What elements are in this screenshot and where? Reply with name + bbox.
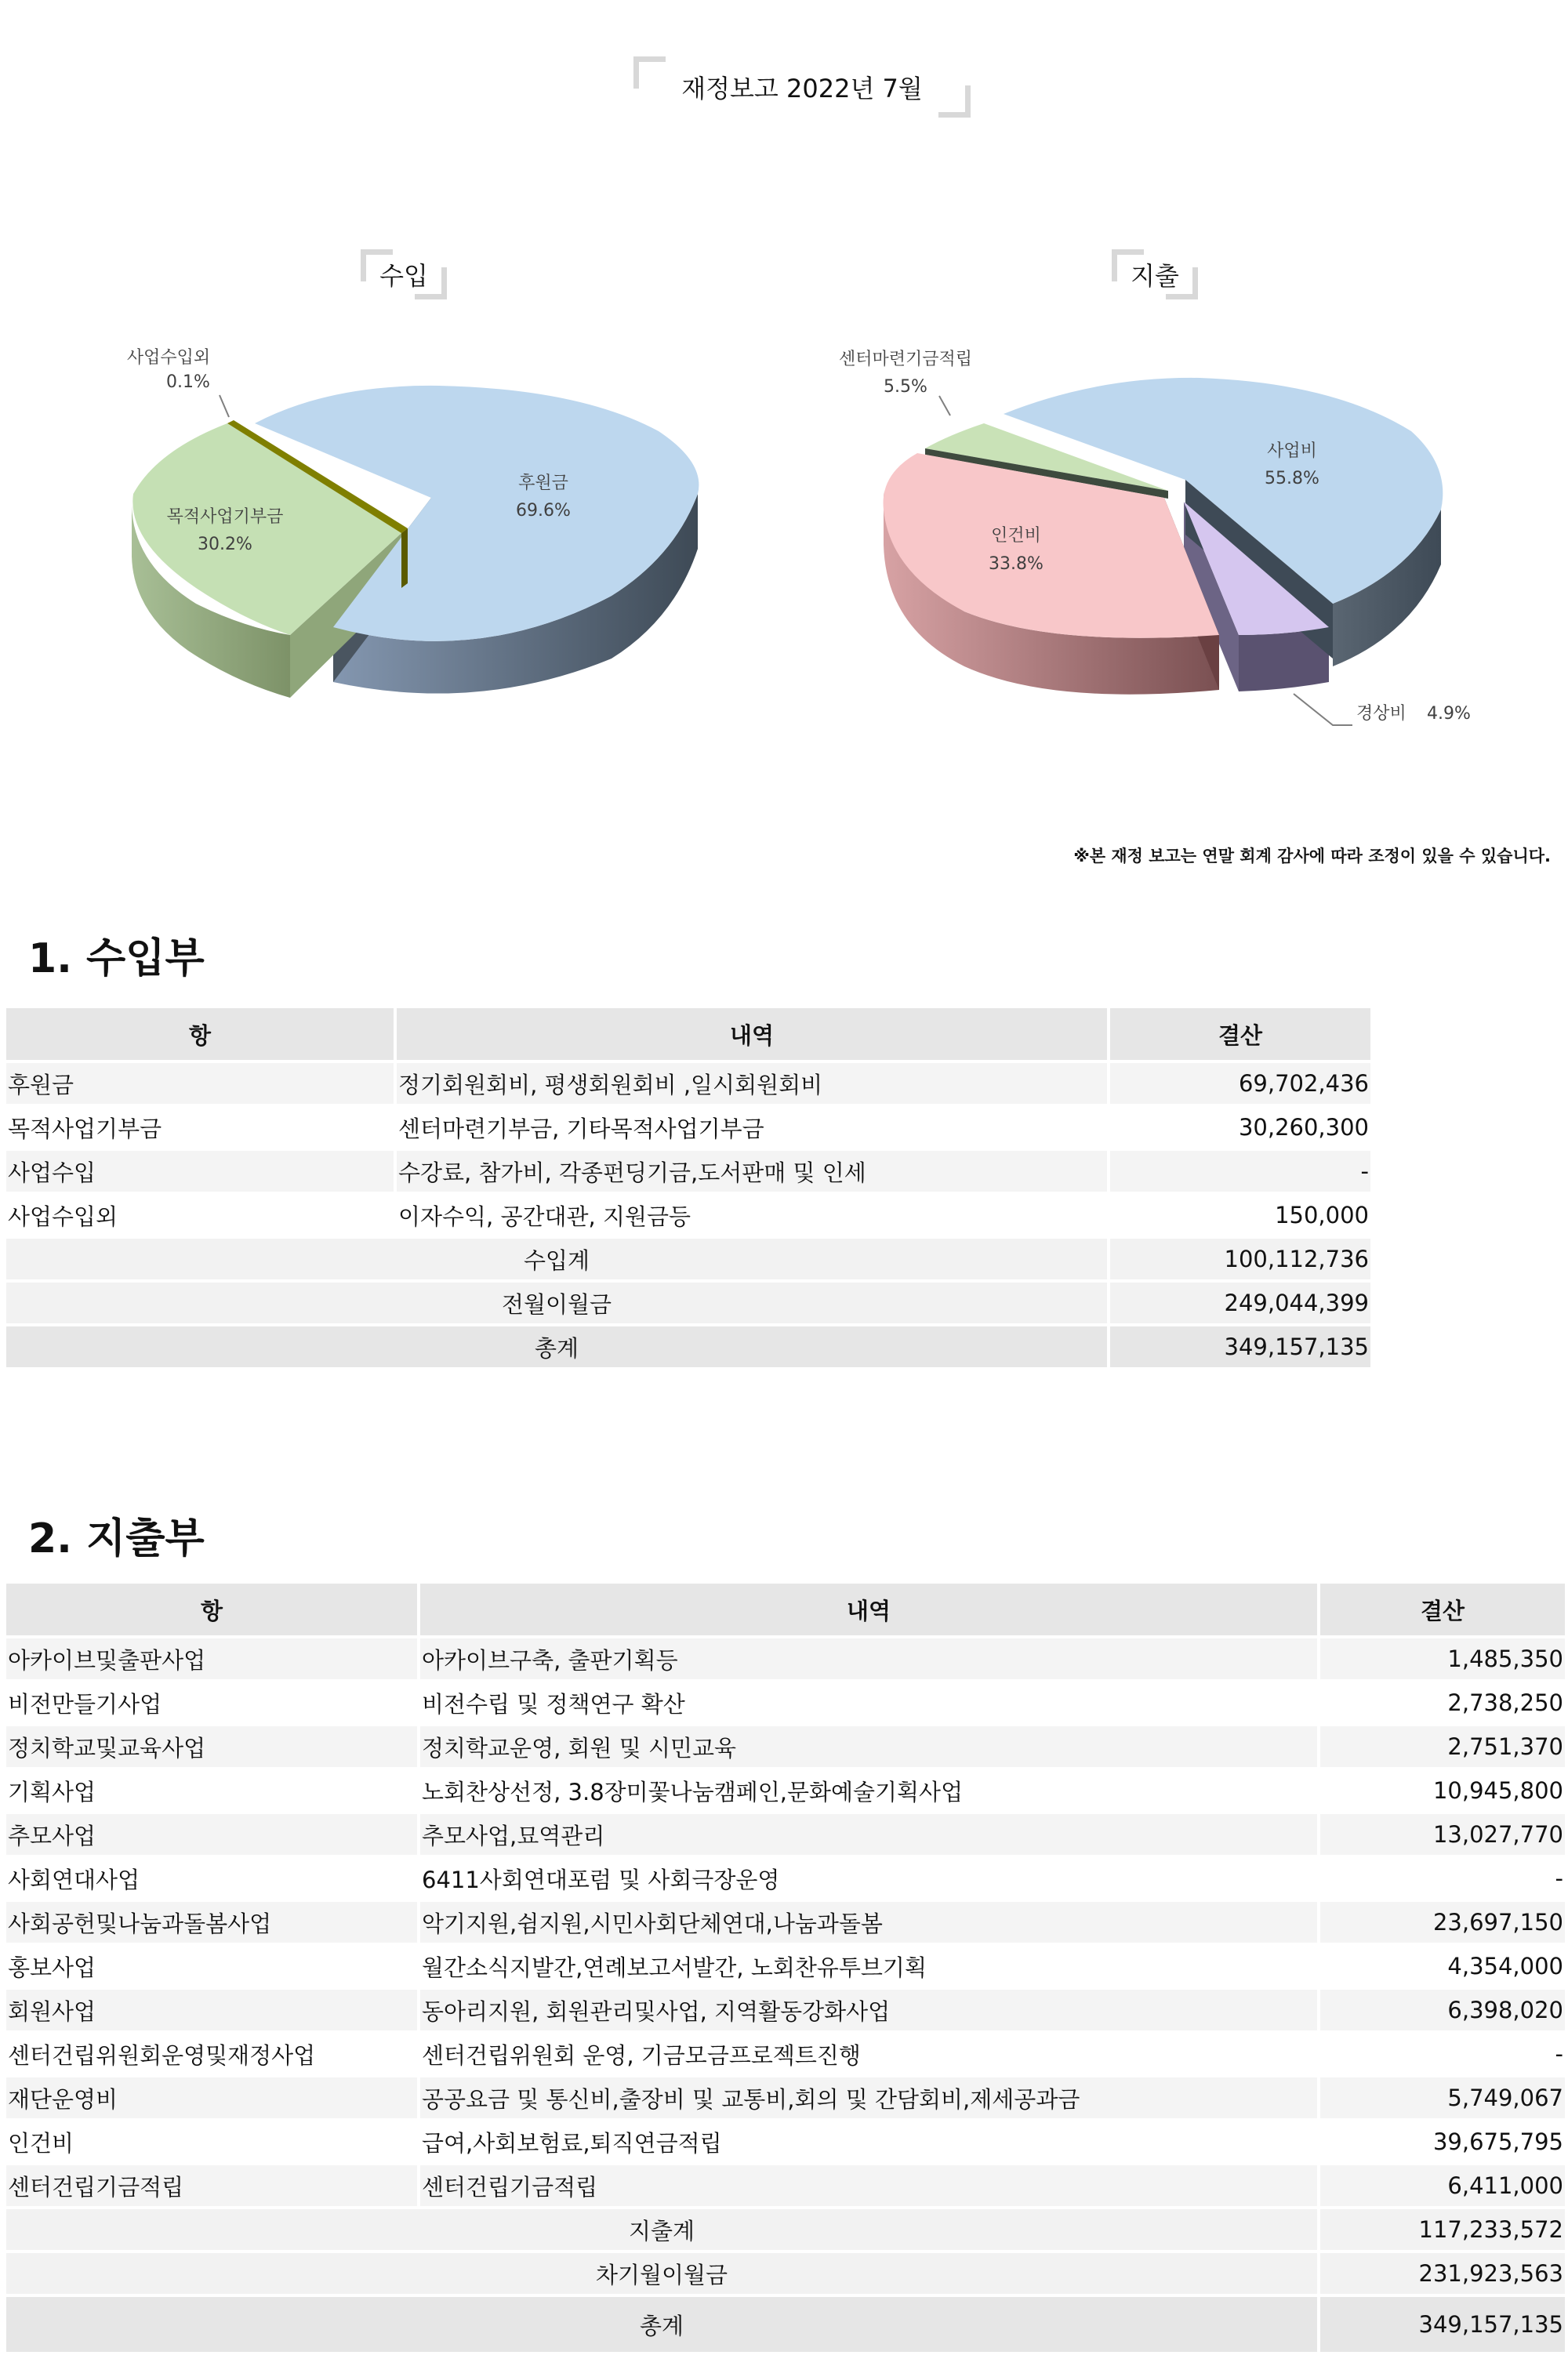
col-header-detail: 내역	[397, 1008, 1110, 1060]
income-carryover-amount: 249,044,399	[1110, 1283, 1370, 1323]
income-label-목적사업기부금-name: 목적사업기부금	[166, 507, 284, 527]
income-chart-title	[361, 249, 447, 299]
row-item: 인건비	[6, 2121, 420, 2162]
expense-label-센터마련기금적립-name: 센터마련기금적립	[838, 350, 973, 369]
row-detail: 수강료, 참가비, 각종펀딩기금,도서판매 및 인세	[397, 1151, 1110, 1192]
row-item: 센터건립기금적립	[6, 2165, 420, 2206]
row-amount: 6,411,000	[1320, 2165, 1565, 2206]
row-item: 홍보사업	[6, 1946, 420, 1987]
table-row	[6, 1638, 1565, 1679]
table-row	[6, 2077, 1565, 2118]
row-item: 사회공헌및나눔과돌봄사업	[6, 1902, 420, 1943]
expense-subtotal-amount: 117,233,572	[1320, 2209, 1565, 2250]
expense-table-header	[6, 1584, 1565, 1635]
row-amount: -	[1110, 1151, 1370, 1192]
expense-table	[6, 1580, 1565, 2355]
col-header-detail: 내역	[420, 1584, 1320, 1635]
row-amount: 2,738,250	[1320, 1682, 1565, 1723]
row-detail: 월간소식지발간,연례보고서발간, 노회찬유투브기획	[420, 1946, 1320, 1987]
row-item: 재단운영비	[6, 2077, 420, 2118]
expense-subtotal-row	[6, 2209, 1565, 2250]
expense-chart-title-text: 지출	[1131, 261, 1179, 291]
col-header-item: 항	[6, 1008, 397, 1060]
income-subtotal-label: 수입계	[6, 1239, 1110, 1279]
table-row	[6, 1726, 1565, 1767]
table-row	[6, 2165, 1565, 2206]
row-item: 센터건립위원회운영및재정사업	[6, 2034, 420, 2074]
table-row	[6, 2121, 1565, 2162]
expense-label-센터마련기금적립-percent: 5.5%	[884, 377, 927, 397]
row-amount: 23,697,150	[1320, 1902, 1565, 1943]
income-table	[6, 1005, 1370, 1370]
row-detail: 정치학교운영, 회원 및 시민교육	[420, 1726, 1320, 1767]
income-carryover-label: 전월이월금	[6, 1283, 1110, 1323]
income-section-heading: 1. 수입부	[28, 935, 205, 982]
col-header-item: 항	[6, 1584, 420, 1635]
expense-total-row	[6, 2297, 1565, 2352]
row-detail: 6411사회연대포럼 및 사회극장운영	[420, 1858, 1320, 1899]
row-item: 추모사업	[6, 1814, 420, 1855]
table-row	[6, 1990, 1565, 2030]
row-detail: 공공요금 및 통신비,출장비 및 교통비,회의 및 간담회비,제세공과금	[420, 2077, 1320, 2118]
row-amount: -	[1320, 1858, 1565, 1899]
table-row	[6, 1902, 1565, 1943]
row-amount: 6,398,020	[1320, 1990, 1565, 2030]
expense-chart-title	[1112, 249, 1198, 299]
row-item: 기획사업	[6, 1770, 420, 1811]
report-title	[633, 56, 971, 118]
row-item: 아카이브및출판사업	[6, 1638, 420, 1679]
expense-total-amount: 349,157,135	[1320, 2297, 1565, 2352]
income-total-label: 총계	[6, 1326, 1110, 1367]
table-row	[6, 1107, 1370, 1148]
expense-pie-chart	[831, 337, 1474, 745]
income-label-사업수입외-percent: 0.1%	[166, 372, 210, 392]
expense-carryover-row	[6, 2253, 1565, 2294]
row-detail: 추모사업,묘역관리	[420, 1814, 1320, 1855]
row-amount: 13,027,770	[1320, 1814, 1565, 1855]
row-detail: 악기지원,쉼지원,시민사회단체연대,나눔과돌봄	[420, 1902, 1320, 1943]
expense-carryover-label: 차기월이월금	[6, 2253, 1320, 2294]
expense-carryover-amount: 231,923,563	[1320, 2253, 1565, 2294]
income-label-목적사업기부금-percent: 30.2%	[198, 535, 252, 554]
expense-label-경상비-percent: 4.9%	[1427, 704, 1471, 724]
income-subtotal-amount: 100,112,736	[1110, 1239, 1370, 1279]
row-amount: 39,675,795	[1320, 2121, 1565, 2162]
expense-label-인건비-percent: 33.8%	[989, 554, 1044, 574]
row-item: 비전만들기사업	[6, 1682, 420, 1723]
audit-notice: ※본 재정 보고는 연말 회계 감사에 따라 조정이 있을 수 있습니다.	[1073, 847, 1551, 865]
row-amount: 10,945,800	[1320, 1770, 1565, 1811]
col-header-amount: 결산	[1110, 1008, 1370, 1060]
row-item: 회원사업	[6, 1990, 420, 2030]
table-row	[6, 2034, 1565, 2074]
row-item: 후원금	[6, 1063, 397, 1104]
expense-section-heading: 2. 지출부	[28, 1515, 205, 1562]
expense-subtotal-label: 지출계	[6, 2209, 1320, 2250]
expense-label-경상비-name: 경상비	[1356, 704, 1406, 724]
income-carryover-row	[6, 1283, 1370, 1323]
table-row	[6, 1814, 1565, 1855]
table-row	[6, 1063, 1370, 1104]
row-item: 사회연대사업	[6, 1858, 420, 1899]
table-row	[6, 1858, 1565, 1899]
row-detail: 이자수익, 공간대관, 지원금등	[397, 1195, 1110, 1236]
row-detail: 센터건립기금적립	[420, 2165, 1320, 2206]
expense-label-사업비-percent: 55.8%	[1265, 469, 1319, 488]
row-detail: 비전수립 및 정책연구 확산	[420, 1682, 1320, 1723]
row-amount: 69,702,436	[1110, 1063, 1370, 1104]
row-item: 사업수입외	[6, 1195, 397, 1236]
row-detail: 정기회원회비, 평생회원회비 ,일시회원회비	[397, 1063, 1110, 1104]
table-row	[6, 1946, 1565, 1987]
row-detail: 센터건립위원회 운영, 기금모금프로젝트진행	[420, 2034, 1320, 2074]
col-header-amount: 결산	[1320, 1584, 1565, 1635]
expense-label-사업비-name: 사업비	[1267, 441, 1317, 461]
income-pie-chart	[110, 337, 737, 729]
income-total-row	[6, 1326, 1370, 1367]
row-amount: 2,751,370	[1320, 1726, 1565, 1767]
row-amount: 5,749,067	[1320, 2077, 1565, 2118]
row-amount: -	[1320, 2034, 1565, 2074]
expense-label-인건비-name: 인건비	[991, 526, 1041, 546]
row-amount: 4,354,000	[1320, 1946, 1565, 1987]
income-label-사업수입외-name: 사업수입외	[126, 348, 211, 368]
row-detail: 동아리지원, 회원관리및사업, 지역활동강화사업	[420, 1990, 1320, 2030]
income-label-후원금-percent: 69.6%	[516, 501, 571, 521]
income-total-amount: 349,157,135	[1110, 1326, 1370, 1367]
report-title-text: 재정보고 2022년 7월	[681, 74, 923, 103]
table-row	[6, 1195, 1370, 1236]
income-subtotal-row	[6, 1239, 1370, 1279]
table-row	[6, 1151, 1370, 1192]
row-item: 정치학교및교육사업	[6, 1726, 420, 1767]
row-item: 목적사업기부금	[6, 1107, 397, 1148]
income-label-후원금-name: 후원금	[518, 474, 568, 493]
income-chart-title-text: 수입	[379, 261, 428, 291]
table-row	[6, 1682, 1565, 1723]
row-amount: 150,000	[1110, 1195, 1370, 1236]
row-item: 사업수입	[6, 1151, 397, 1192]
table-row	[6, 1770, 1565, 1811]
expense-total-label: 총계	[6, 2297, 1320, 2352]
row-detail: 아카이브구축, 출판기획등	[420, 1638, 1320, 1679]
row-detail: 노회찬상선정, 3.8장미꽃나눔캠페인,문화예술기획사업	[420, 1770, 1320, 1811]
row-amount: 30,260,300	[1110, 1107, 1370, 1148]
row-detail: 급여,사회보험료,퇴직연금적립	[420, 2121, 1320, 2162]
row-detail: 센터마련기부금, 기타목적사업기부금	[397, 1107, 1110, 1148]
income-table-header	[6, 1008, 1370, 1060]
row-amount: 1,485,350	[1320, 1638, 1565, 1679]
